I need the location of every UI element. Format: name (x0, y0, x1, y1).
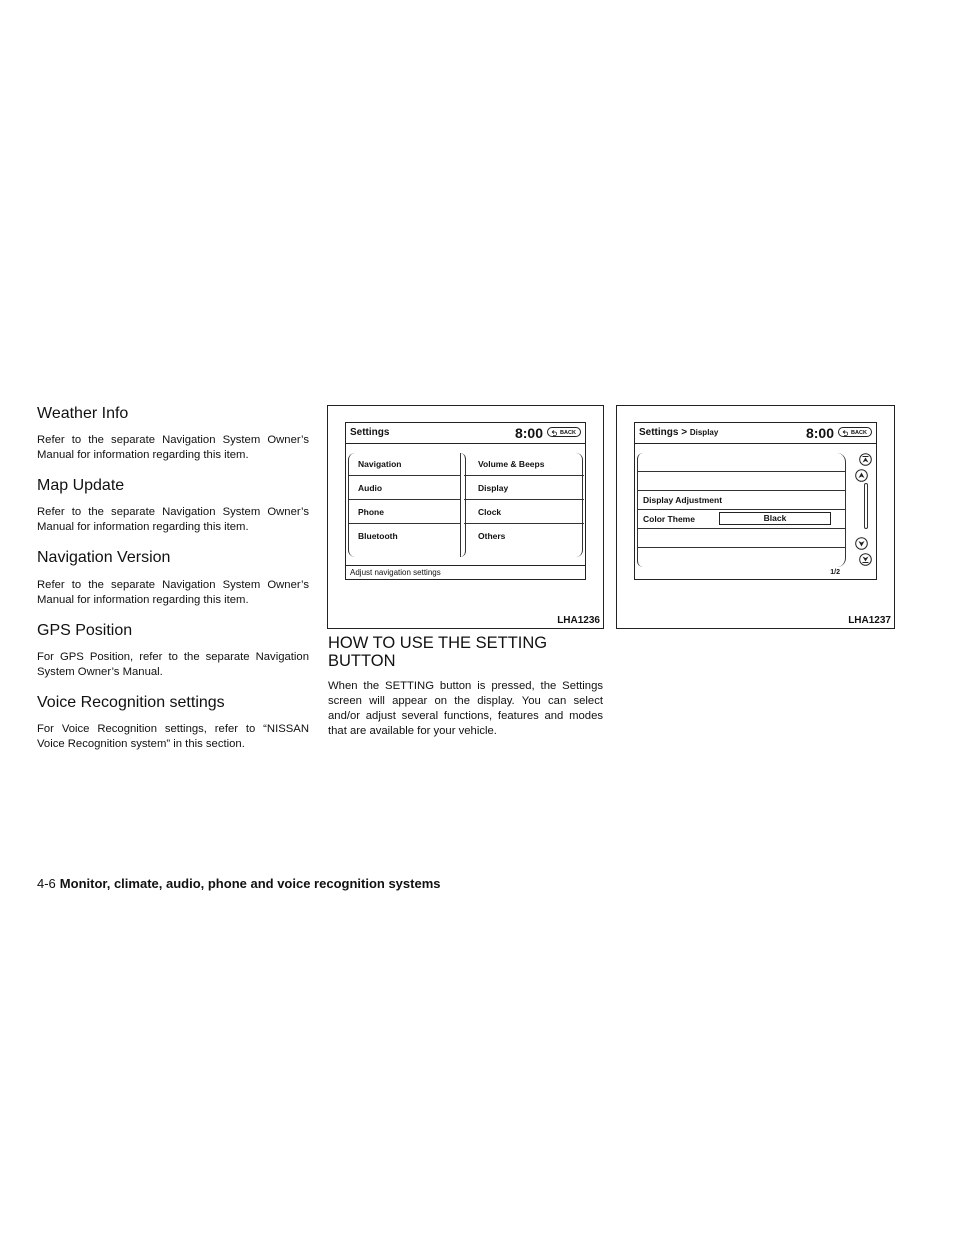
menu-item-clock[interactable]: Clock (464, 501, 584, 524)
menu-item-bluetooth[interactable]: Bluetooth (358, 531, 398, 541)
back-button[interactable] (547, 427, 581, 437)
list-row-color-theme[interactable] (637, 510, 845, 529)
list-row-empty (637, 548, 845, 567)
section-heading-weather: Weather Info (37, 405, 129, 422)
figure-settings-screen (327, 405, 604, 629)
page-indicator: 1/2 (830, 569, 840, 576)
status-message: Adjust navigation settings (350, 568, 441, 577)
section-body-map-update: Refer to the separate Navigation System Owner’s Manual for information regarding this item. (37, 506, 309, 534)
menu-item-volume-beeps[interactable]: Volume & Beeps (464, 453, 584, 476)
list-row-empty (637, 453, 845, 472)
page-number: 4-6 (37, 876, 56, 891)
back-label: BACK (560, 430, 576, 436)
section-body-gps: For GPS Position, refer to the separate Navigation System Owner’s Manual. (37, 650, 309, 678)
back-arrow-icon (551, 430, 557, 436)
menu-item-phone[interactable]: Phone (348, 501, 460, 524)
section-heading-map-update: Map Update (37, 477, 125, 495)
list-row-empty (637, 529, 845, 548)
list-row-empty (637, 472, 845, 491)
section-heading-voice: Voice Recognition settings (37, 693, 225, 711)
figure-display-settings-screen (616, 405, 895, 629)
menu-item-others[interactable]: Others (478, 531, 506, 541)
page-footer (37, 876, 440, 891)
how-to-heading-line1: HOW TO USE THE SETTING (328, 634, 548, 652)
screen-title-sub: Display (689, 428, 719, 437)
scroll-down-icon[interactable] (855, 537, 868, 550)
menu-item-navigation[interactable]: Navigation (348, 453, 460, 476)
scroll-top-icon[interactable] (859, 453, 872, 466)
title-divider (635, 443, 876, 444)
back-label: BACK (851, 430, 867, 436)
section-body-nav-version: Refer to the separate Navigation System Owner’s Manual for information regarding this item. (37, 578, 309, 606)
color-theme-label: Color Theme (643, 514, 695, 524)
clock-display: 8:00 (514, 425, 543, 441)
clock-display: 8:00 (805, 425, 834, 441)
scroll-up-icon[interactable] (855, 469, 868, 482)
screen-title-main: Settings > (639, 427, 688, 438)
section-heading-nav-version: Navigation Version (37, 549, 171, 567)
how-to-heading (328, 634, 603, 670)
middle-column (328, 634, 603, 739)
back-arrow-icon (842, 430, 848, 436)
screen-title: Settings (350, 427, 390, 438)
section-body-weather: Refer to the separate Navigation System Owner’s Manual for information regarding this item. (37, 434, 309, 462)
screen-title (639, 427, 718, 438)
menu-item-display[interactable]: Display (464, 477, 584, 500)
color-theme-value[interactable]: Black (719, 512, 831, 525)
left-column (37, 404, 309, 765)
display-settings-screen (634, 422, 877, 580)
title-divider (346, 443, 585, 444)
section-heading-gps: GPS Position (37, 621, 133, 639)
settings-menu (348, 453, 583, 557)
figure-label: LHA1236 (557, 615, 600, 626)
menu-item-audio[interactable]: Audio (348, 477, 460, 500)
section-body-voice: For Voice Recognition settings, refer to “NISSAN Voice Recognition system” in this section. (37, 722, 309, 750)
chapter-title: Monitor, climate, audio, phone and voice recognition systems (59, 876, 441, 891)
scroll-bottom-icon[interactable] (859, 553, 872, 566)
settings-screen (345, 422, 586, 580)
figure-label: LHA1237 (848, 615, 891, 626)
scrollbar-track[interactable] (864, 483, 868, 529)
display-settings-list (637, 453, 845, 567)
back-button[interactable] (838, 427, 872, 437)
how-to-body: When the SETTING button is pressed, the Settings screen will appear on the display. You can select and/or adjust several functions, features and modes that are available for your vehicle. (328, 680, 603, 737)
how-to-heading-line2: BUTTON (328, 652, 396, 670)
status-divider (346, 565, 585, 566)
list-row-display-adjustment[interactable]: Display Adjustment (637, 491, 845, 510)
